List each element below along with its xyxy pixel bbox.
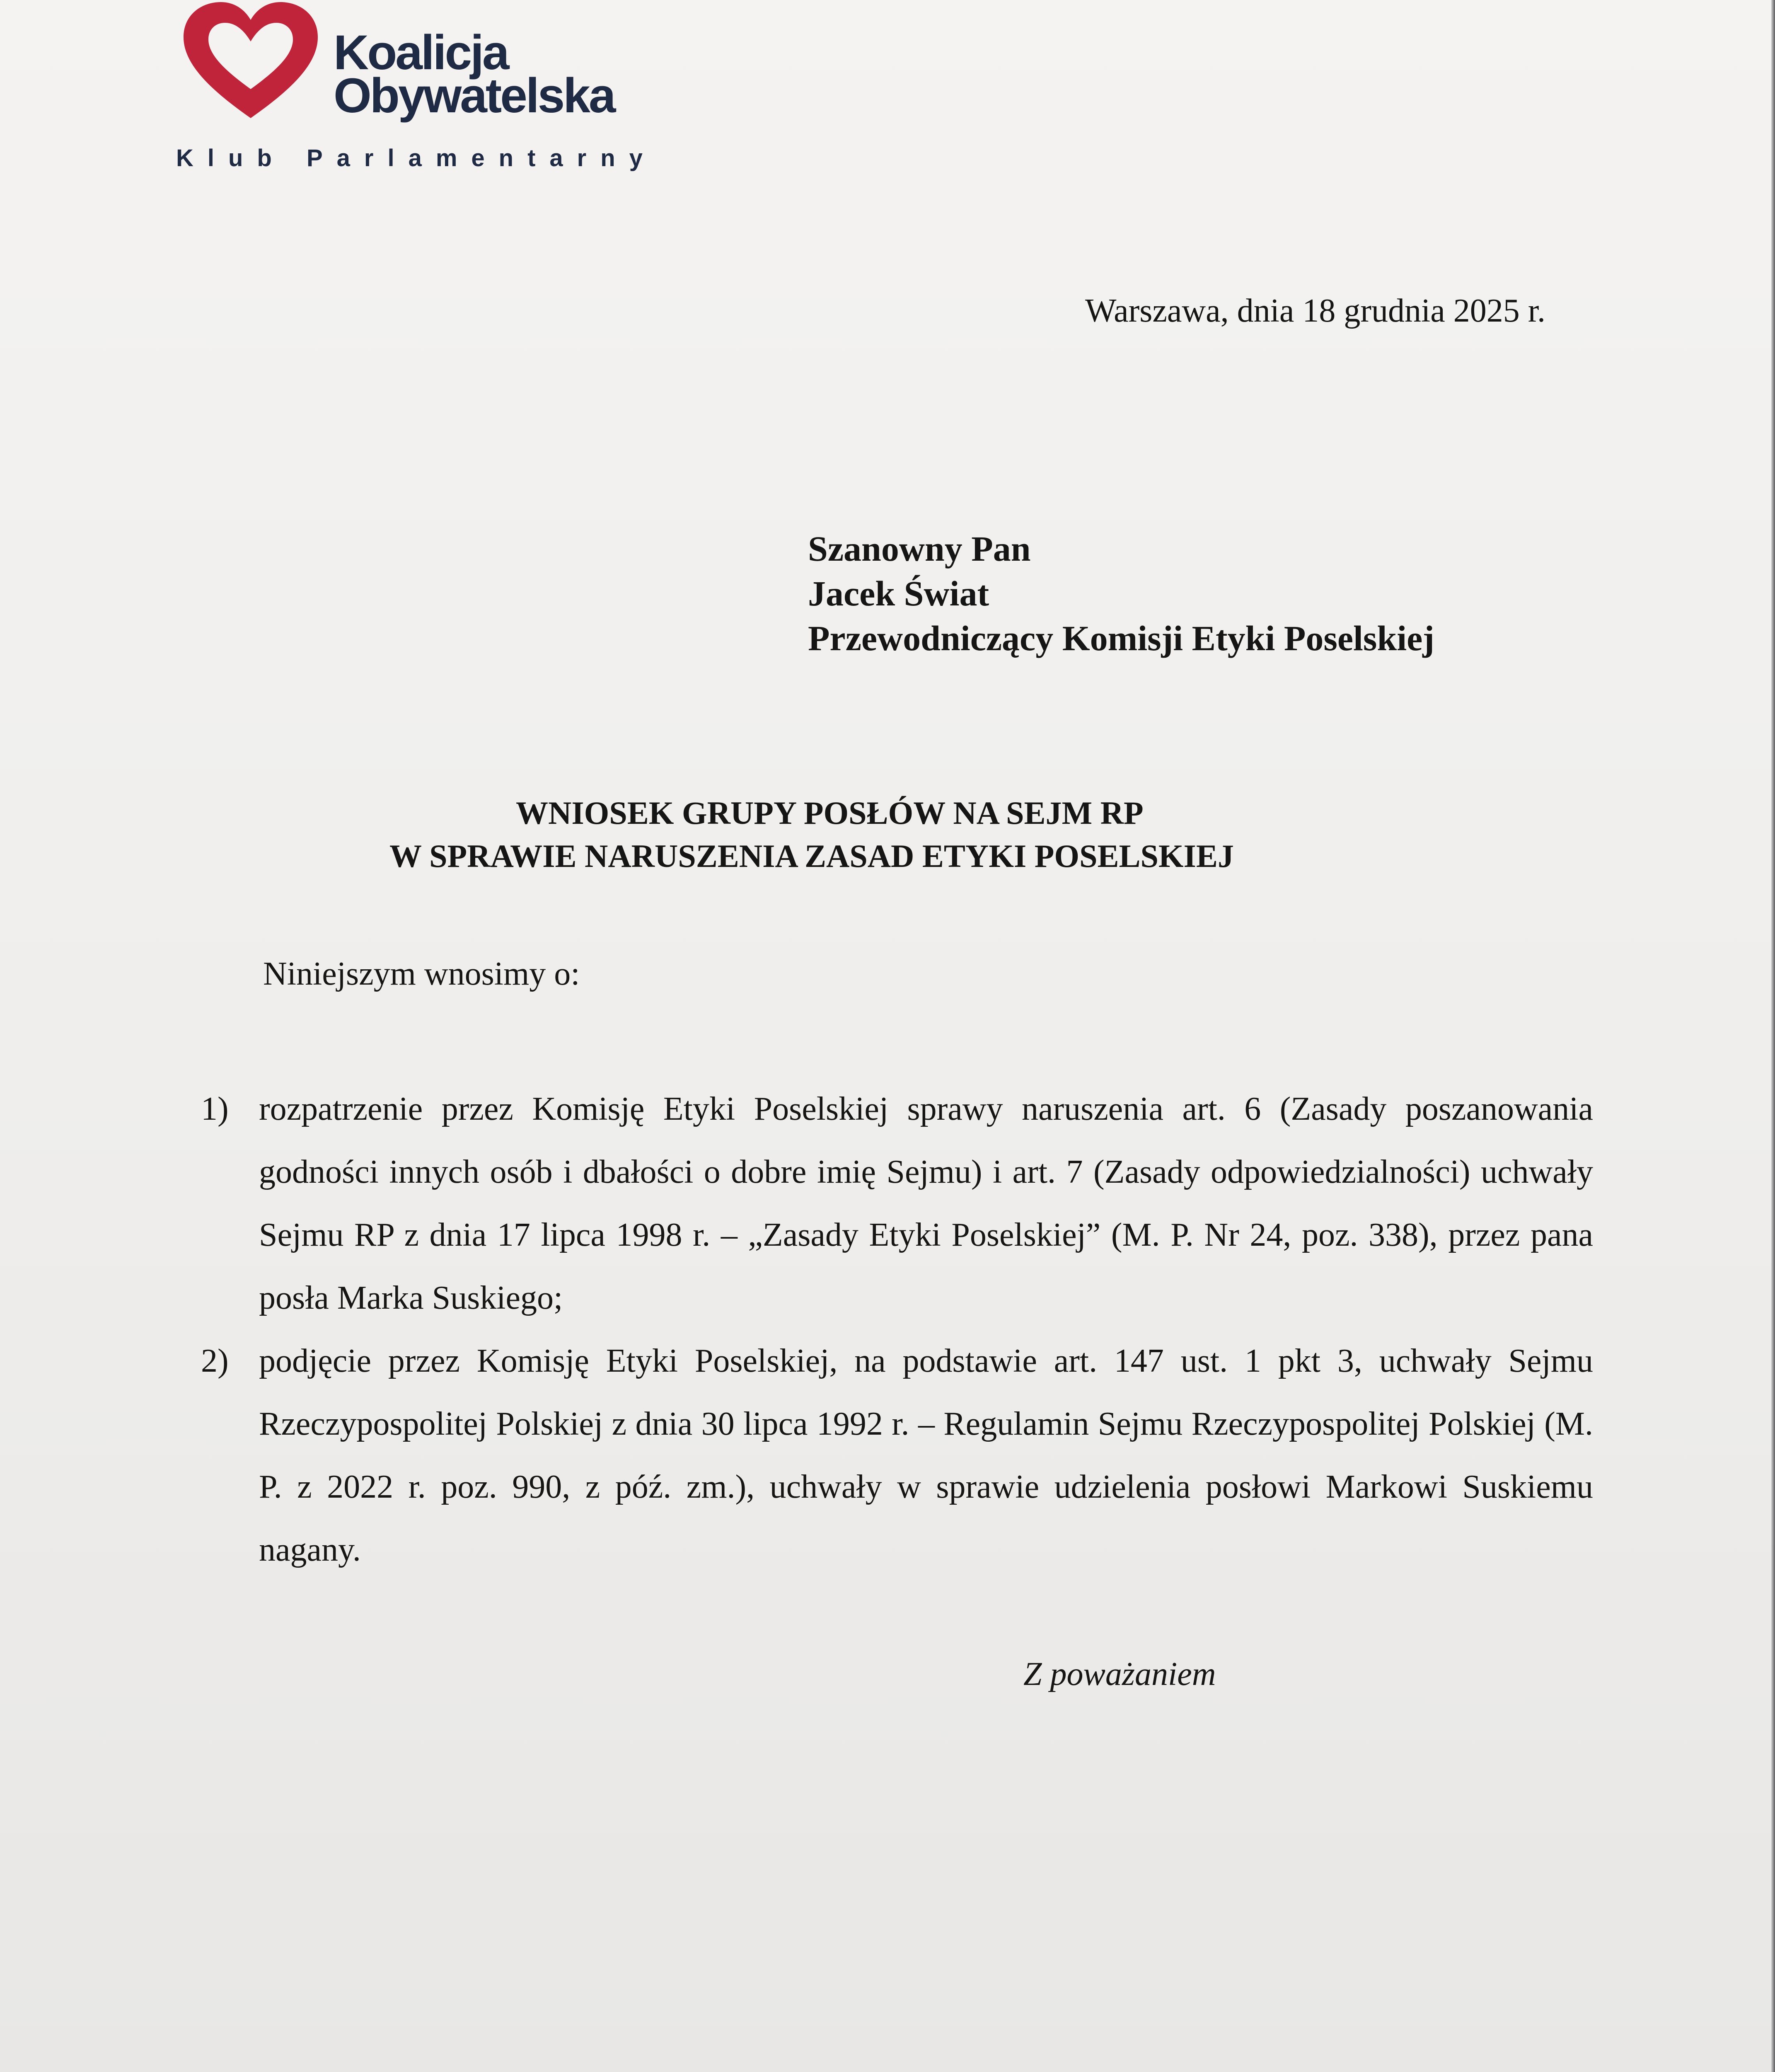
dateline: Warszawa, dnia 18 grudnia 2025 r. — [1085, 293, 1545, 329]
request-item-2 — [201, 1329, 1593, 1581]
logo-word-obywatelska: Obywatelska — [334, 68, 614, 123]
request-item-number: 1) — [201, 1091, 229, 1127]
logo-word-koalicja: Koalicja — [334, 25, 508, 80]
logo-subtitle: Klub Parlamentarny — [176, 145, 657, 172]
addressee-name: Jacek Świat — [808, 574, 989, 613]
addressee-salutation: Szanowny Pan — [808, 529, 1031, 569]
request-item-text: podjęcie przez Komisję Etyki Poselskiej, na podstawie art. 147 ust. 1 pkt 3, uchwały Sejmu Rzeczypospolitej Polskiej z dnia 30 lipca 1992 r. – Regulamin Sejmu Rzeczypospolitej Polskiej (M. P. z 2022 r. poz. 990, z póź. zm.), uchwały w sprawie udzielenia posłowi Markowi Suskiemu nagany. — [259, 1343, 1593, 1568]
party-logo — [176, 0, 673, 191]
request-list — [201, 1077, 1593, 1581]
intro-text: Niniejszym wnosimy o: — [263, 956, 580, 992]
request-item-1 — [201, 1077, 1593, 1329]
heading-line-1: WNIOSEK GRUPY POSŁÓW NA SEJM RP — [516, 795, 1144, 831]
page-edge-shadow — [1771, 0, 1775, 2072]
closing-salutation: Z poważaniem — [1023, 1656, 1216, 1692]
heading-line-2: W SPRAWIE NARUSZENIA ZASAD ETYKI POSELSKIEJ — [389, 838, 1234, 874]
addressee-block — [808, 526, 1434, 661]
addressee-role: Przewodniczący Komisji Etyki Poselskiej — [808, 618, 1434, 658]
heart-icon — [176, 0, 325, 124]
request-item-text: rozpatrzenie przez Komisję Etyki Poselskiej sprawy naruszenia art. 6 (Zasady poszanowania godności innych osób i dbałości o dobre imię Sejmu) i art. 7 (Zasady odpowiedzialności) uchwały Sejmu RP z dnia 17 lipca 1998 r. – „Zasady Etyki Poselskiej” (M. P. Nr 24, poz. 338), przez pana posła Marka Suskiego; — [259, 1091, 1593, 1316]
request-item-number: 2) — [201, 1343, 229, 1379]
